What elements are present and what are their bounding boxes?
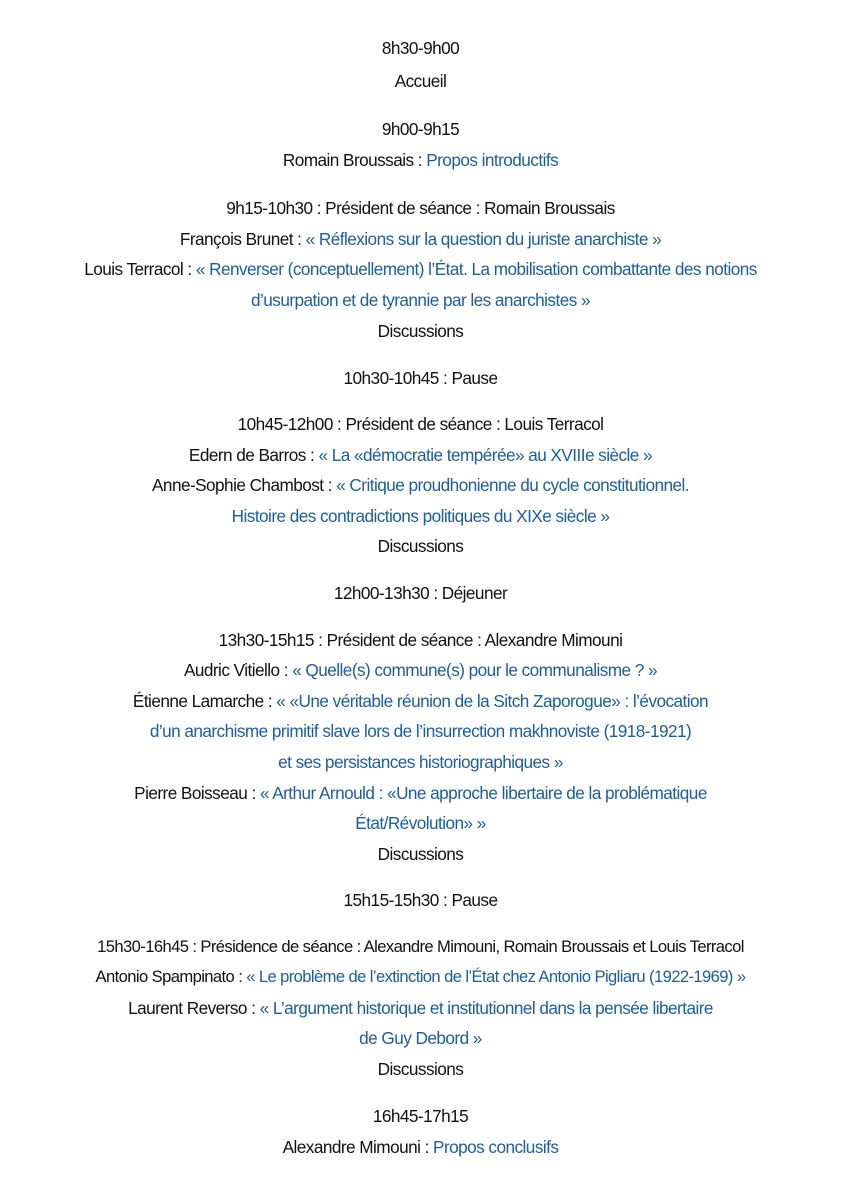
speaker-name: Audric Vitiello : xyxy=(183,660,293,680)
speaker-name: Edern de Barros : xyxy=(188,445,319,465)
break-label: 10h30-10h45 : Pause xyxy=(343,368,498,388)
talk-title-continuation: d’usurpation et de tyrannie par les anarchistes » xyxy=(251,290,590,310)
discussion-label: Discussions xyxy=(377,536,464,556)
talk-line xyxy=(0,993,841,1023)
lunch-label: 12h00-13h30 : Déjeuner xyxy=(333,583,508,603)
speaker-name: Romain Broussais : xyxy=(282,150,427,170)
talk-line xyxy=(0,145,841,175)
talk-title: « Le problème de l’extinction de l’État chez Antonio Pigliaru (1922-1969) » xyxy=(246,967,746,986)
speaker-name: Louis Terracol : xyxy=(84,259,196,279)
talk-title: « L’argument historique et institutionnel dans la pensée libertaire xyxy=(259,998,713,1018)
talk-line xyxy=(0,224,841,254)
session-header: 9h15-10h30 : Président de séance : Romain Broussais xyxy=(226,198,615,218)
talk-title: « Critique proudhonienne du cycle constitutionnel. xyxy=(336,475,689,495)
speaker-name: Laurent Reverso : xyxy=(128,998,260,1018)
break-label: 15h15-15h30 : Pause xyxy=(343,890,498,910)
discussion-label: Discussions xyxy=(377,844,464,864)
talk-line xyxy=(0,440,841,470)
speaker-name: Étienne Lamarche : xyxy=(132,691,277,711)
talk-title: Propos introductifs xyxy=(426,150,559,170)
speaker-name: Alexandre Mimouni : xyxy=(282,1137,434,1157)
speaker-name: François Brunet : xyxy=(179,229,306,249)
session-header: 13h30-15h15 : Président de séance : Alexandre Mimouni xyxy=(218,630,623,650)
talk-line xyxy=(0,962,841,992)
talk-title: « «Une véritable réunion de la Sitch Zaporogue» : l’évocation xyxy=(276,691,709,711)
talk-title: « Arthur Arnould : «Une approche libertaire de la problématique xyxy=(259,783,707,803)
session-time: 8h30-9h00 xyxy=(381,38,460,58)
session-time: 16h45-17h15 xyxy=(372,1106,469,1126)
discussion-label: Discussions xyxy=(377,321,464,341)
session-header: 10h45-12h00 : Président de séance : Louis Terracol xyxy=(237,414,604,434)
talk-title: « Réflexions sur la question du juriste anarchiste » xyxy=(305,229,662,249)
talk-title-continuation: d’un anarchisme primitif slave lors de l’insurrection makhnoviste (1918-1921) xyxy=(149,721,692,741)
talk-title-continuation: État/Révolution» » xyxy=(355,813,486,833)
discussion-label: Discussions xyxy=(377,1059,464,1079)
talk-line xyxy=(0,686,841,716)
talk-title-continuation: et ses persistances historiographiques » xyxy=(278,752,563,772)
session-time: 9h00-9h15 xyxy=(381,119,460,139)
talk-title: « Renverser (conceptuellement) l’État. La mobilisation combattante des notions xyxy=(195,259,757,279)
speaker-name: Pierre Boisseau : xyxy=(134,783,260,803)
speaker-name: Antonio Spampinato : xyxy=(95,967,247,986)
talk-line xyxy=(0,655,841,685)
talk-line xyxy=(0,778,841,808)
talk-title-continuation: de Guy Debord » xyxy=(359,1028,482,1048)
session-header: 15h30-16h45 : Présidence de séance : Alexandre Mimouni, Romain Broussais et Louis Terracol xyxy=(97,937,744,956)
talk-line xyxy=(0,1132,841,1162)
talk-line xyxy=(0,254,841,284)
talk-title: « Quelle(s) commune(s) pour le communalisme ? » xyxy=(292,660,658,680)
talk-title-continuation: Histoire des contradictions politiques du XIXe siècle » xyxy=(231,506,610,526)
speaker-name: Anne-Sophie Chambost : xyxy=(152,475,337,495)
talk-title: « La «démocratie tempérée» au XVIIIe siècle » xyxy=(318,445,653,465)
session-title: Accueil xyxy=(394,71,447,91)
talk-title: Propos conclusifs xyxy=(433,1137,559,1157)
talk-line xyxy=(0,470,841,500)
